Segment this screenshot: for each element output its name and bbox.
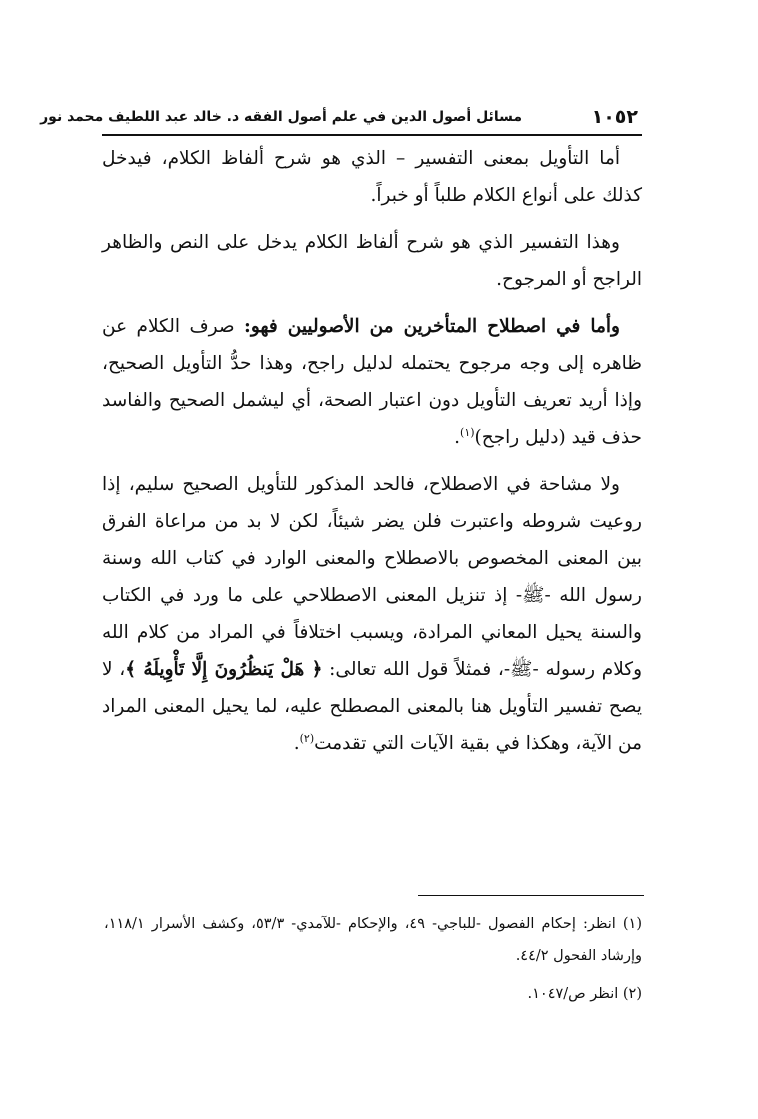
footnote: (٢) انظر ص/١٠٤٧. — [527, 986, 642, 1002]
quran-verse: ﴿ هَلْ يَنظُرُونَ إِلَّا تَأْوِيلَهُ ﴾ — [125, 659, 323, 680]
footnote-divider — [418, 895, 644, 896]
footnotes — [104, 908, 642, 1016]
paragraph-text: وهذا التفسير الذي هو شرح ألفاظ الكلام يدخل على النص والظاهر الراجح أو المرجوح. — [102, 232, 642, 290]
paragraph-end: . — [293, 733, 300, 754]
footnote-ref[interactable]: (١) — [460, 425, 475, 439]
page-number: ١٠٥٢ — [591, 106, 638, 128]
paragraph — [102, 140, 642, 214]
bold-lead: وأما في اصطلاح المتأخرين من الأصوليين فهو: — [244, 316, 620, 337]
paragraph — [102, 308, 642, 456]
paragraph — [102, 466, 642, 762]
paragraph-text: ولا مشاحة في الاصطلاح، فالحد المذكور للتأويل الصحيح سليم، إذا روعيت شروطه واعتبرت فلن يضر شيئاً، لكن لا بد من مراعاة الفرق بين المعنى المخصوص بالاصطلاح والمعنى الوارد في كتاب الله وسنة رسول الله -ﷺ- إذ تنزيل المعنى الاصطلاحي على ما ورد في الكتاب والسنة يحيل المعاني المرادة، ويسبب اختلافاً في المراد من كلام الله وكلام رسوله -ﷺ-، فمثلاً قول الله تعالى: — [102, 474, 643, 680]
main-text — [102, 140, 642, 772]
footnote-ref[interactable]: (٢) — [299, 731, 315, 745]
paragraph — [102, 224, 642, 298]
paragraph-text: ، لا يصح تفسير التأويل هنا بالمعنى المصطلح عليه، لما يحيل المعنى المراد من الآية، وهكذا في بقية الآيات التي تقدمت — [102, 659, 642, 754]
paragraph-end: . — [454, 427, 461, 448]
paragraph-text: أما التأويل بمعنى التفسير – الذي هو شرح ألفاظ الكلام، فيدخل كذلك على أنواع الكلام طلباً أو خبراً. — [102, 148, 642, 206]
page-header — [40, 104, 642, 136]
paragraph-text: صرف الكلام عن ظاهره إلى وجه مرجوح يحتمله لدليل راجح، وهذا حدُّ التأويل الصحيح، وإذا أريد تعريف التأويل دون اعتبار الصحة، أي ليشمل الصحيح والفاسد حذف قيد (دليل راجح) — [102, 316, 642, 448]
footnote: (١) انظر: إحكام الفصول -للباجي- ٤٩، والإحكام -للآمدي- ٥٣/٣، وكشف الأسرار ١١٨/١، وإرشاد الفحول ٤٤/٢. — [104, 916, 642, 964]
running-title: مسائل أصول الدين في علم أصول الفقه د. خالد عبد اللطيف محمد نور — [40, 109, 522, 125]
